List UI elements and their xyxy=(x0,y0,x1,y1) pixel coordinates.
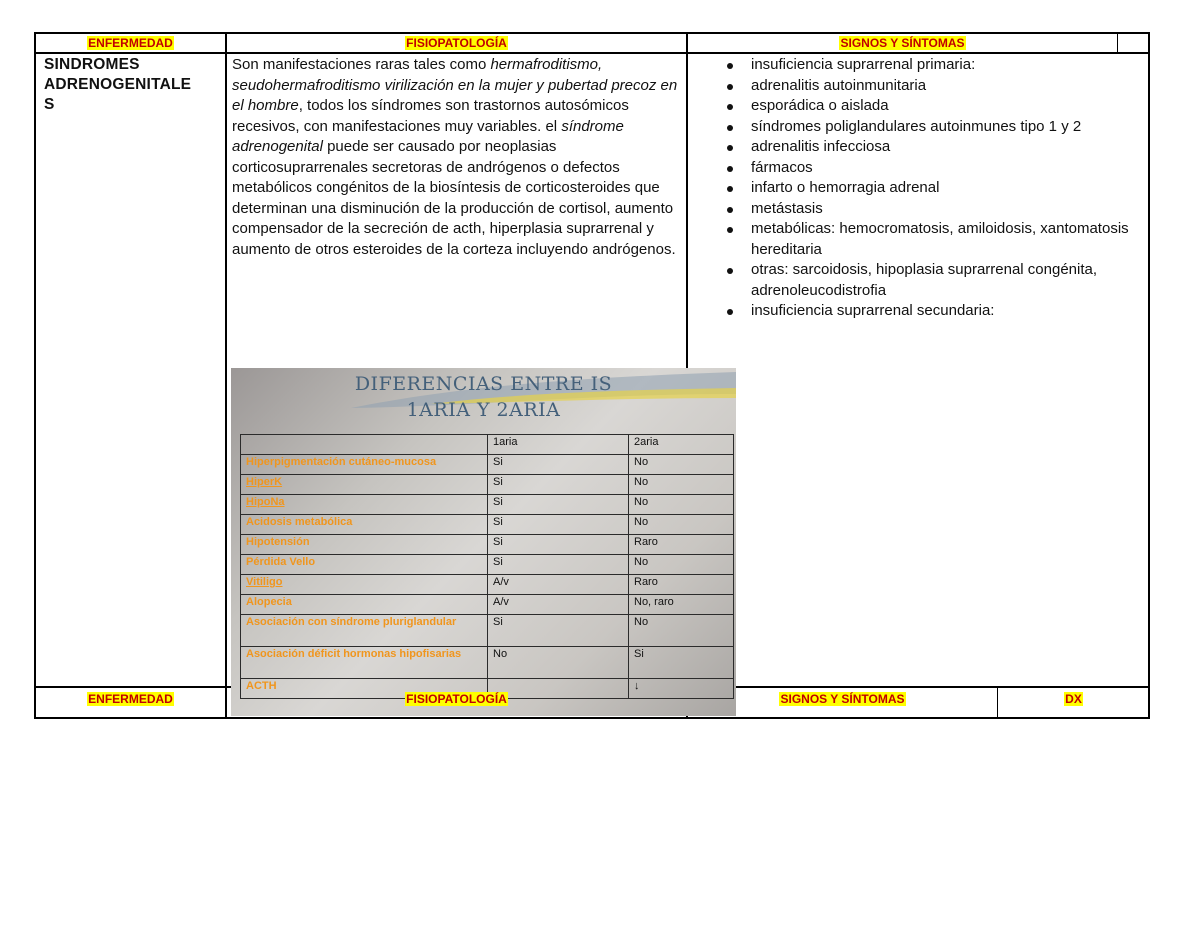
row-value-2aria: No xyxy=(629,495,734,515)
row-value-1aria: Si xyxy=(488,475,629,495)
list-item: insuficiencia suprarrenal primaria: xyxy=(722,55,1147,76)
table-right-border xyxy=(1148,32,1150,719)
table-bottom-border xyxy=(34,717,1150,719)
header-fisiopatologia: FISIOPATOLOGÍA xyxy=(406,36,507,50)
row-label: Alopecia xyxy=(241,595,488,615)
slide-comparison-table xyxy=(240,434,734,699)
header-small-cell-divider xyxy=(1117,32,1118,53)
row-value-2aria: No, raro xyxy=(629,595,734,615)
row-value-2aria: No xyxy=(629,475,734,495)
row-label: Vitiligo xyxy=(241,575,488,595)
row-label: ACTH xyxy=(241,679,488,699)
row-value-1aria: Si xyxy=(488,555,629,575)
table-row xyxy=(241,615,734,647)
list-item: metabólicas: hemocromatosis, amiloidosis, xantomatosis hereditaria xyxy=(722,219,1147,260)
table-row xyxy=(241,575,734,595)
fisiopatologia-text: Son manifestaciones raras tales como hermafroditismo, seudohermafroditismo virilización en la mujer y pubertad precoz en el hombre, todos los síndromes son trastornos autosómicos recesivos, con manifestaciones muy variables. el síndrome adrenogenital puede ser causado por neoplasias corticosuprarrenales secretoras de andrógenos o defectos metabólicos congénitos de la biosíntesis de corticosteroides que determinan una disminución de la producción de cortisol, aumento compensador de la secreción de acth, hiperplasia suprarrenal y aumento de otros esteroides de la corteza incluyendo andrógenos. xyxy=(232,56,678,258)
row-label: Asociación con síndrome pluriglandular xyxy=(241,615,488,647)
row-value-1aria: No xyxy=(488,647,629,679)
row-value-1aria: Si xyxy=(488,615,629,647)
row-value-2aria: Raro xyxy=(629,575,734,595)
list-item: otras: sarcoidosis, hipoplasia suprarrenal congénita, adrenoleucodistrofia xyxy=(722,260,1147,301)
list-item: adrenalitis infecciosa xyxy=(722,137,1147,158)
header-enfermedad-2: ENFERMEDAD xyxy=(88,692,173,706)
header-signos: SIGNOS Y SÍNTOMAS xyxy=(840,36,965,50)
row-value-1aria: Si xyxy=(488,495,629,515)
slide-image xyxy=(231,368,736,716)
row-value-1aria: Si xyxy=(488,455,629,475)
header-enfermedad: ENFERMEDAD xyxy=(88,36,173,50)
row-label: Hipotensión xyxy=(241,535,488,555)
col-divider-1 xyxy=(225,32,227,719)
table-row xyxy=(241,515,734,535)
table-row xyxy=(241,535,734,555)
row-label: Hiperpigmentación cutáneo-mucosa xyxy=(241,455,488,475)
row-label: Asociación déficit hormonas hipofisarias xyxy=(241,647,488,679)
header-signos-2: SIGNOS Y SÍNTOMAS xyxy=(780,692,905,706)
col-header-1aria: 1aria xyxy=(488,435,629,455)
row-label: Pérdida Vello xyxy=(241,555,488,575)
dx-cell-divider xyxy=(997,687,998,718)
slide-title-line1: DIFERENCIAS ENTRE IS xyxy=(354,373,613,395)
list-item: infarto o hemorragia adrenal xyxy=(722,178,1147,199)
row-value-2aria: Raro xyxy=(629,535,734,555)
table-row xyxy=(241,495,734,515)
table-row xyxy=(241,555,734,575)
row-label: HiperK xyxy=(241,475,488,495)
table-row xyxy=(241,595,734,615)
list-item: síndromes poliglandulares autoinmunes tipo 1 y 2 xyxy=(722,117,1147,138)
table-row xyxy=(241,475,734,495)
row-value-1aria: Si xyxy=(488,515,629,535)
slide-title-line2: 1ARIA Y 2ARIA xyxy=(406,399,561,421)
table-left-border xyxy=(34,32,36,719)
disease-name: SINDROMES ADRENOGENITALE S xyxy=(44,56,192,113)
row-label: Acidosis metabólica xyxy=(241,515,488,535)
header-fisiopatologia-2: FISIOPATOLOGÍA xyxy=(406,692,507,706)
row-value-1aria: A/v xyxy=(488,575,629,595)
signs-list xyxy=(722,55,1147,322)
row-value-1aria: Si xyxy=(488,535,629,555)
row-value-2aria: No xyxy=(629,515,734,535)
table-row xyxy=(241,435,734,455)
list-item: insuficiencia suprarrenal secundaria: xyxy=(722,301,1147,322)
list-item: metástasis xyxy=(722,199,1147,220)
table-row xyxy=(241,647,734,679)
list-item: fármacos xyxy=(722,158,1147,179)
list-item: adrenalitis autoinmunitaria xyxy=(722,76,1147,97)
row-label: HipoNa xyxy=(241,495,488,515)
table-row xyxy=(241,455,734,475)
header-dx: DX xyxy=(1065,692,1082,706)
row-value-2aria: No xyxy=(629,555,734,575)
row-value-2aria: No xyxy=(629,455,734,475)
col-header-2aria: 2aria xyxy=(629,435,734,455)
row-value-2aria: ↓ xyxy=(629,679,734,699)
row-value-2aria: Si xyxy=(629,647,734,679)
row-value-2aria: No xyxy=(629,615,734,647)
row-value-1aria: A/v xyxy=(488,595,629,615)
list-item: esporádica o aislada xyxy=(722,96,1147,117)
